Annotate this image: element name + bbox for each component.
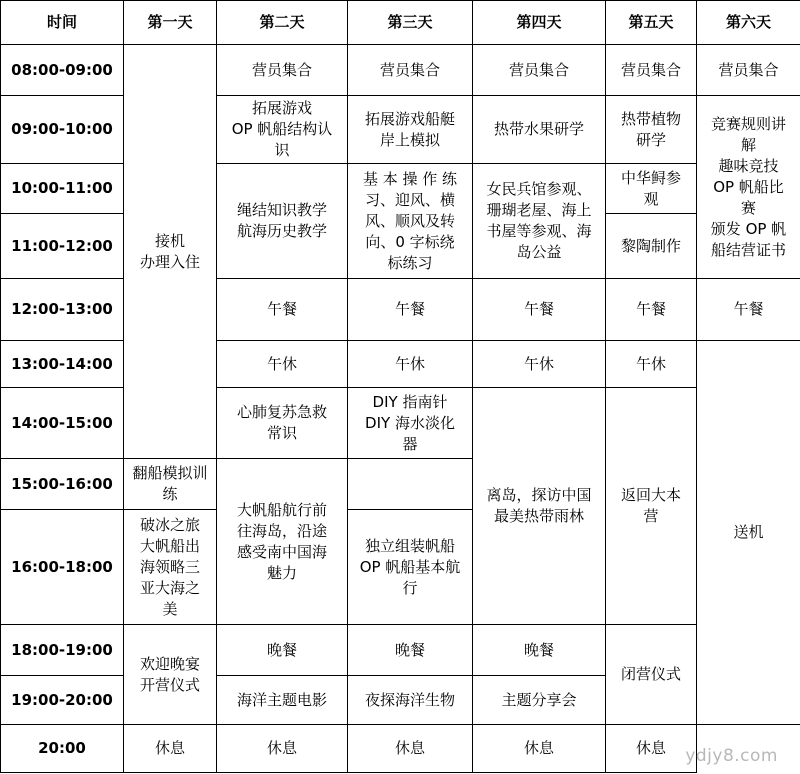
day2-capsize: 翻船模拟训练 (124, 459, 217, 510)
day6-farewell: 送机 (697, 341, 800, 725)
time-cell: 19:00-20:00 (1, 676, 124, 725)
day2-knot: 绳结知识教学 航海历史教学 (217, 164, 348, 279)
table-row (1, 388, 800, 459)
time-cell: 08:00-09:00 (1, 45, 124, 96)
time-cell: 12:00-13:00 (1, 279, 124, 341)
day5-pottery: 黎陶制作 (606, 214, 697, 279)
day4-island: 离岛，探访中国 最美热带雨林 (473, 388, 606, 625)
header-day5: 第五天 (606, 1, 697, 45)
day5-nap: 午休 (606, 341, 697, 388)
day4-fruit: 热带水果研学 (473, 96, 606, 164)
table-row (1, 96, 800, 164)
day2-dinner: 晚餐 (217, 625, 348, 676)
table-row (1, 164, 800, 214)
time-cell: 09:00-10:00 (1, 96, 124, 164)
day1-icebreak: 破冰之旅 大帆船出 海领略三 亚大海之 美 (124, 510, 217, 625)
day2-lunch: 午餐 (217, 279, 348, 341)
time-cell: 13:00-14:00 (1, 341, 124, 388)
header-time: 时间 (1, 1, 124, 45)
day1-welcome: 欢迎晚宴 开营仪式 (124, 625, 217, 725)
header-row (1, 1, 800, 45)
day2-nap: 午休 (217, 341, 348, 388)
day2-expand: 拓展游戏 OP 帆船结构认 识 (217, 96, 348, 164)
header-day4: 第四天 (473, 1, 606, 45)
day3-nap: 午休 (348, 341, 473, 388)
day3-basic: 基 本 操 作 练 习、迎风、横 风、顺风及转 向、0 字标绕 标练习 (348, 164, 473, 279)
day2-assemble: 独立组装帆船 OP 帆船基本航 行 (348, 510, 473, 625)
header-day2: 第二天 (217, 1, 348, 45)
day3-sim: 拓展游戏船艇 岸上模拟 (348, 96, 473, 164)
day4-visit: 女民兵馆参观、 珊瑚老屋、海上 书屋等参观、海 岛公益 (473, 164, 606, 279)
day1-arrival: 接机 办理入住 (124, 45, 217, 459)
time-cell: 20:00 (1, 725, 124, 773)
day5-rest: 休息 (606, 725, 697, 773)
time-cell: 16:00-18:00 (1, 510, 124, 625)
time-cell: 11:00-12:00 (1, 214, 124, 279)
day3-dinner: 晚餐 (348, 625, 473, 676)
watermark: ydjy8.com (685, 746, 778, 766)
day3-lunch: 午餐 (348, 279, 473, 341)
day4-nap: 午休 (473, 341, 606, 388)
table-row (1, 341, 800, 388)
day4-dinner: 晚餐 (473, 625, 606, 676)
header-day3: 第三天 (348, 1, 473, 45)
day1-rest: 休息 (124, 725, 217, 773)
day4-rest: 休息 (473, 725, 606, 773)
day3-night: 夜探海洋生物 (348, 676, 473, 725)
day3-gather: 营员集合 (348, 45, 473, 96)
day2-cpr: 心肺复苏急救 常识 (217, 388, 348, 459)
time-cell: 15:00-16:00 (1, 459, 124, 510)
header-day1: 第一天 (124, 1, 217, 45)
day2-gather: 营员集合 (217, 45, 348, 96)
day5-turtle: 中华鲟参 观 (606, 164, 697, 214)
time-cell: 10:00-11:00 (1, 164, 124, 214)
day3-rest: 休息 (348, 725, 473, 773)
table-row (1, 45, 800, 96)
day2-movie: 海洋主题电影 (217, 676, 348, 725)
time-cell: 18:00-19:00 (1, 625, 124, 676)
table-row (1, 279, 800, 341)
day4-gather: 营员集合 (473, 45, 606, 96)
day3-sail: 大帆船航行前 往海岛，沿途 感受南中国海 魅力 (217, 459, 348, 625)
day5-plant: 热带植物 研学 (606, 96, 697, 164)
day3-diy: DIY 指南针 DIY 海水淡化 器 (348, 388, 473, 459)
day6-gather: 营员集合 (697, 45, 800, 96)
day6-lunch: 午餐 (697, 279, 800, 341)
header-day6: 第六天 (697, 1, 800, 45)
day5-closing: 闭营仪式 (606, 625, 697, 725)
day5-gather: 营员集合 (606, 45, 697, 96)
day4-lunch: 午餐 (473, 279, 606, 341)
day4-share: 主题分享会 (473, 676, 606, 725)
day6-race: 竞赛规则讲 解 趣味竞技 OP 帆船比 赛 颁发 OP 帆 船结营证书 (697, 96, 800, 279)
day5-return: 返回大本 营 (606, 388, 697, 625)
day5-lunch: 午餐 (606, 279, 697, 341)
table-row (1, 725, 800, 773)
day2-rest: 休息 (217, 725, 348, 773)
time-cell: 14:00-15:00 (1, 388, 124, 459)
table-row (1, 625, 800, 676)
